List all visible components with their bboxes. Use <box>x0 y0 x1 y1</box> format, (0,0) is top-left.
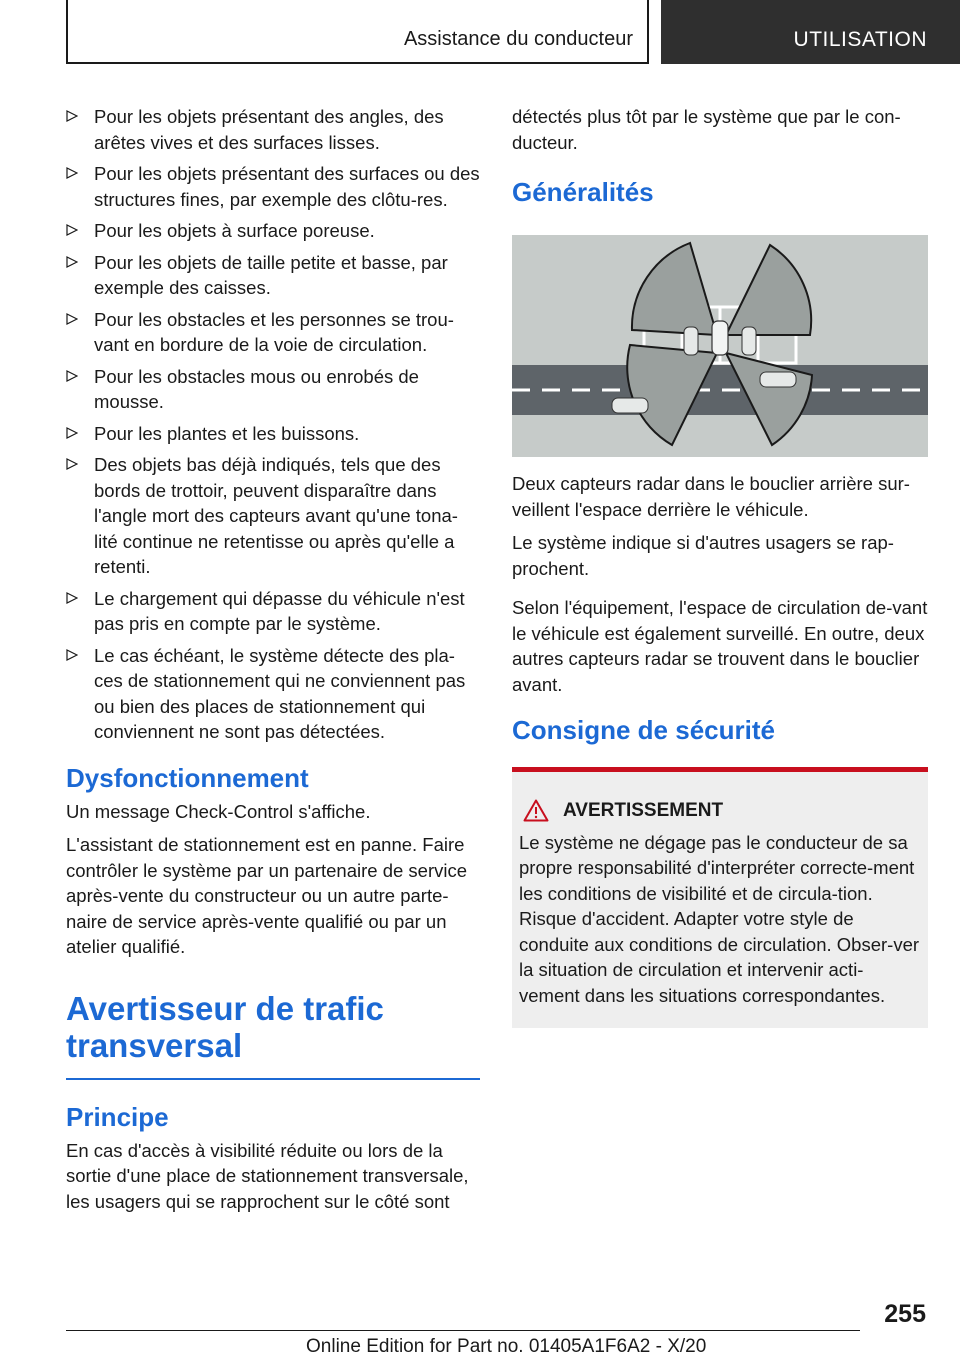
warning-triangle-icon <box>523 799 549 822</box>
malfunction-message: Un message Check-Control s'affiche. <box>66 800 371 822</box>
general-text-2: Le système indique si d'autres usagers se rap-prochent. <box>512 532 894 579</box>
bullet-triangle-icon <box>66 427 78 439</box>
principle-heading: Principe <box>66 1101 169 1132</box>
section-divider <box>66 1078 480 1080</box>
section-title: Avertisseur de trafic transversal <box>66 989 384 1064</box>
limitations-list <box>66 104 480 745</box>
bullet-triangle-icon <box>66 224 78 236</box>
list-item: Le cas échéant, le système détecte des pla-ces de stationnement qui ne conviennent pas ou bien des places de stationnement qui conviennent ne sont pas détectées. <box>66 643 480 745</box>
footer-edition: Online Edition for Part no. 01405A1F6A2 - X/20 <box>306 1336 707 1357</box>
warning-title-row <box>519 798 921 824</box>
list-item: Pour les obstacles mous ou enrobés de mousse. <box>66 364 480 415</box>
radar-coverage-illustration <box>512 235 928 457</box>
bullet-triangle-icon <box>66 313 78 325</box>
malfunction-heading: Dysfonctionnement <box>66 762 309 793</box>
header-chapter-title: UTILISATION <box>793 28 927 51</box>
general-text-1: Deux capteurs radar dans le bouclier arrière sur-veillent l'espace derrière le véhicule. <box>512 473 910 520</box>
principle-continued-text: détectés plus tôt par le système que par le con-ducteur. <box>512 106 901 153</box>
bullet-triangle-icon <box>66 649 78 661</box>
header-chapter-box <box>661 0 960 64</box>
page-number: 255 <box>884 1300 926 1328</box>
warning-title: AVERTISSEMENT <box>563 800 724 821</box>
warning-text: Le système ne dégage pas le conducteur de sa propre responsabilité d'interpréter correcte-ment les conditions de visibilité et de circula-tion. Risque d'accident. Adapter votre style de conduite aux conditions de circulation. Obser-ver la situation de circulation et intervenir acti-vement dans les situations correspondantes. <box>519 831 920 1006</box>
radar-diagram-image <box>512 235 928 457</box>
right-column <box>512 104 928 1028</box>
list-item: Pour les obstacles et les personnes se trou-vant en bordure de la voie de circulation. <box>66 307 480 358</box>
list-item: Pour les objets à surface poreuse. <box>66 218 480 244</box>
list-item: Pour les objets de taille petite et basse, par exemple des caisses. <box>66 250 480 301</box>
list-item: Pour les objets présentant des surfaces ou des structures fines, par exemple des clôtu-res. <box>66 161 480 212</box>
list-item: Pour les plantes et les buissons. <box>66 421 480 447</box>
header-section-title: Assistance du conducteur <box>403 28 633 50</box>
list-item: Des objets bas déjà indiqués, tels que des bords de trottoir, peuvent disparaître dans l'angle mort des capteurs avant qu'une tona-lité continue ne retentisse ou après qu'elle a retenti. <box>66 452 480 580</box>
warning-box <box>512 772 928 1028</box>
header-section-box <box>66 0 649 64</box>
bullet-triangle-icon <box>66 110 78 122</box>
bullet-triangle-icon <box>66 592 78 604</box>
safety-heading: Consigne de sécurité <box>512 715 775 745</box>
bullet-triangle-icon <box>66 458 78 470</box>
list-item: Pour les objets présentant des angles, des arêtes vives et des surfaces lisses. <box>66 104 480 155</box>
bullet-triangle-icon <box>66 256 78 268</box>
general-text-3: Selon l'équipement, l'espace de circulation de-vant le véhicule est également surveillé. En outre, deux autres capteurs radar se trouvent dans le bouclier avant. <box>512 597 928 695</box>
left-column <box>66 104 480 1222</box>
malfunction-text: L'assistant de stationnement est en panne. Faire contrôler le système par un partenaire de service après-vente du constructeur ou un autre parte-naire de service après-vente qualifié ou par un atelier qualifié. <box>66 834 468 957</box>
bullet-triangle-icon <box>66 167 78 179</box>
footer-divider <box>66 1330 860 1331</box>
principle-text: En cas d'accès à visibilité réduite ou lors de la sortie d'une place de stationnement transversale, les usagers qui se rapprochent sur le côté sont <box>66 1139 469 1212</box>
general-heading: Généralités <box>512 177 654 207</box>
list-item: Le chargement qui dépasse du véhicule n'est pas pris en compte par le système. <box>66 586 480 637</box>
bullet-triangle-icon <box>66 370 78 382</box>
